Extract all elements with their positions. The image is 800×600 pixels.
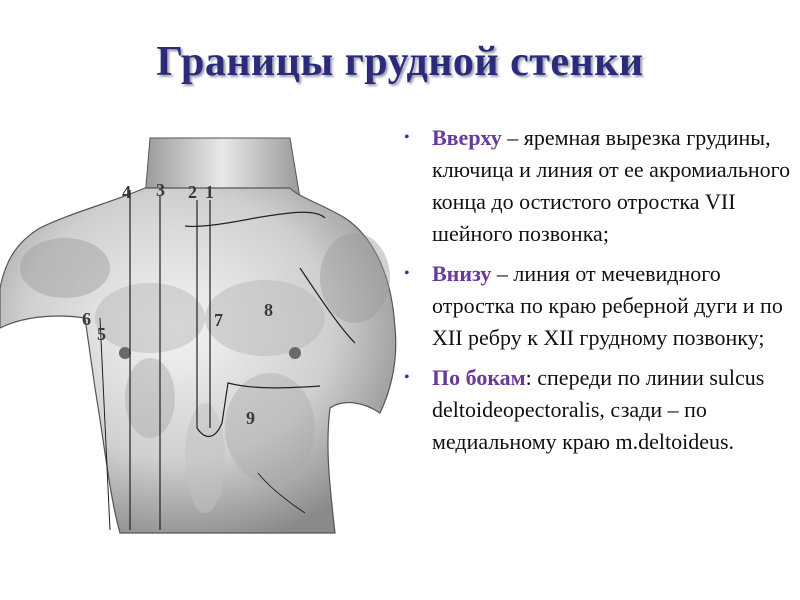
label-9: 9 [246,408,255,428]
term-bottom: Внизу [432,261,492,286]
label-4: 4 [122,182,131,202]
label-8: 8 [264,300,273,320]
description-top: – яремная вырезка грудины, ключица и линия от ее акромиального конца до остистого отростка VII шейного позвонка; [432,125,791,246]
slide-title: Границы грудной стенки [156,39,644,85]
list-item [404,362,796,458]
bullet-icon: • [404,369,410,386]
torso-illustration [0,128,415,548]
label-5: 5 [97,324,106,344]
term-top: Вверху [432,125,502,150]
description-bottom: – линия от мечевидного отростка по краю реберной дуги и по XII ребру к XII грудному позвонку; [432,261,783,350]
boundary-list [404,122,796,466]
bullet-icon: • [404,129,410,146]
label-1: 1 [205,182,214,202]
list-item [404,258,796,354]
term-sides: По бокам [432,365,526,390]
label-2: 2 [188,182,197,202]
torso-drawing [0,128,415,548]
list-item [404,122,796,250]
label-7: 7 [214,310,223,330]
description-sides: : спереди по линии sulcus deltoideopectoralis, сзади – по медиальному краю m.deltoideus. [432,365,765,454]
bullet-icon: • [404,265,410,282]
label-3: 3 [156,180,165,200]
label-6: 6 [82,309,91,329]
